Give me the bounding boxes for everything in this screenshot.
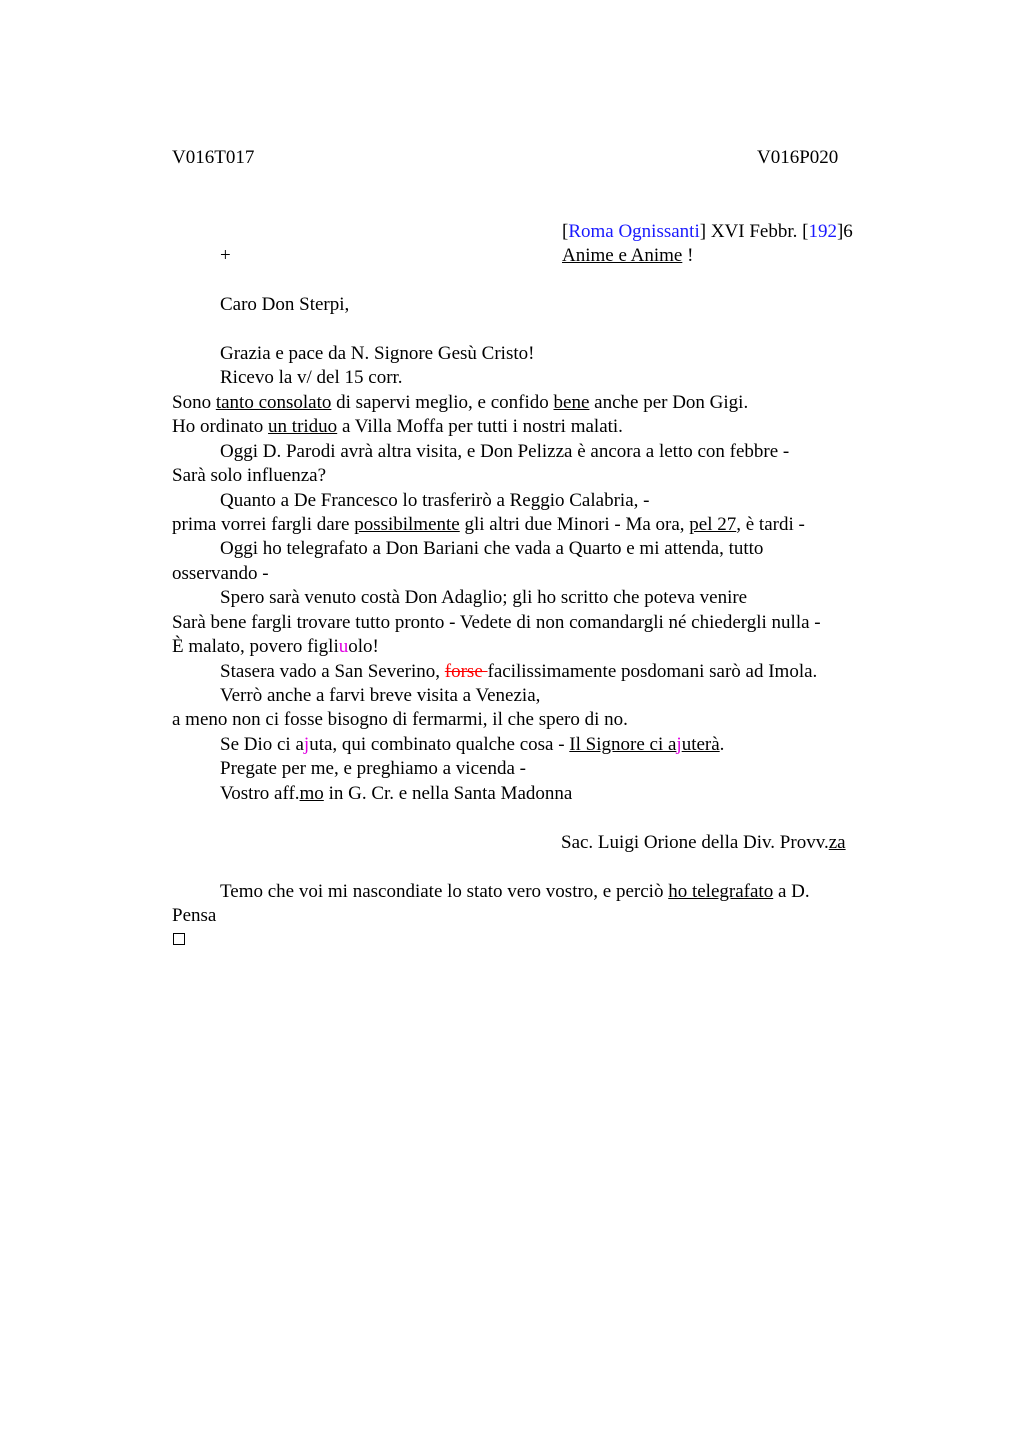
text-run: Se Dio ci a <box>220 734 304 755</box>
letter-line-8 <box>172 513 805 537</box>
year-part: 192 <box>808 221 837 242</box>
end-square-icon <box>173 933 185 945</box>
letter-line-15: Verrò anche a farvi breve visita a Venezia, <box>220 685 541 706</box>
text-run: Stasera vado a San Severino, <box>220 661 445 682</box>
letter-line-9: Oggi ho telegrafato a Don Bariani che vada a Quarto e mi attenda, tutto <box>220 538 764 559</box>
corrected-letter: u <box>338 636 349 657</box>
date-end: ]6 <box>836 221 853 242</box>
letter-line-18: Pregate per me, e preghiamo a vicenda - <box>220 758 526 779</box>
underlined-text: un triduo <box>268 416 338 437</box>
letter-line-11: Spero sarà venuto costà Don Adaglio; gli ho scritto che poteva venire <box>220 587 748 608</box>
postscript-line-2: Pensa <box>172 905 217 926</box>
date-mid: ] XVI Febbr. [ <box>699 221 809 242</box>
text-run: , è tardi - <box>736 514 805 535</box>
text-run: di sapervi meglio, e confido <box>331 392 554 413</box>
text-run: facilissimamente posdomani sarò ad Imola. <box>487 661 818 682</box>
deleted-word: forse <box>444 661 488 682</box>
underlined-text: ho telegrafato <box>668 881 774 902</box>
letter-line-3 <box>172 391 748 415</box>
text-run: olo! <box>348 636 379 657</box>
text-run: Vostro aff. <box>220 783 300 804</box>
text-run: gli altri due Minori - Ma ora, <box>459 514 690 535</box>
text-run: Sono <box>172 392 216 413</box>
text-run: È malato, povero figli <box>172 636 339 657</box>
letter-line-19 <box>220 782 572 806</box>
salutation: Caro Don Sterpi, <box>220 294 350 315</box>
bracket-open: [ <box>562 221 569 242</box>
motto: Anime e Anime <box>562 245 683 266</box>
letter-line-5: Oggi D. Parodi avrà altra visita, e Don Pelizza è ancora a letto con febbre - <box>220 441 790 462</box>
underlined-text: tanto consolato <box>215 392 332 413</box>
motto-end: ! <box>682 245 694 266</box>
header-left-code: V016T017 <box>172 147 255 168</box>
signature-text: Sac. Luigi Orione della Div. Provv. <box>561 832 829 853</box>
text-run: . <box>719 734 725 755</box>
letter-line-2: Ricevo la v/ del 15 corr. <box>220 367 403 388</box>
header-right-code: V016P020 <box>757 147 839 168</box>
text-run: uta, qui combinato qualche cosa - <box>309 734 570 755</box>
text-run: in G. Cr. e nella Santa Madonna <box>323 783 573 804</box>
text-run: Ho ordinato <box>172 416 269 437</box>
motto-line <box>562 244 693 268</box>
text-run: uterà <box>681 734 720 755</box>
underlined-text: pel 27 <box>689 514 737 535</box>
underlined-text: mo <box>299 783 324 804</box>
letter-line-12: Sarà bene fargli trovare tutto pronto - Vedete di non comandargli né chiedergli nulla - <box>172 612 821 633</box>
underlined-text: bene <box>553 392 590 413</box>
letter-line-7: Quanto a De Francesco lo trasferirò a Reggio Calabria, - <box>220 490 650 511</box>
text-run: a D. <box>773 881 810 902</box>
text-run: Temo che voi mi nascondiate lo stato vero vostro, e perciò <box>220 881 669 902</box>
letter-line-4 <box>172 415 623 439</box>
text-run: anche per Don Gigi. <box>589 392 749 413</box>
letter-line-10: osservando - <box>172 563 269 584</box>
letter-line-16: a meno non ci fosse bisogno di fermarmi, il che spero di no. <box>172 709 628 730</box>
date-line <box>562 220 853 244</box>
place-name: Roma Ognissanti <box>568 221 700 242</box>
letter-line-6: Sarà solo influenza? <box>172 465 327 486</box>
text-run: prima vorrei fargli dare <box>172 514 355 535</box>
letter-line-14 <box>220 660 817 684</box>
postscript-line-1 <box>220 880 810 904</box>
letter-line-17 <box>220 733 724 757</box>
cross-sign: + <box>220 245 231 266</box>
letter-line-13 <box>172 635 379 659</box>
underlined-phrase <box>569 734 719 755</box>
underlined-text: possibilmente <box>354 514 460 535</box>
underlined-text: za <box>828 832 846 853</box>
letter-line-1: Grazia e pace da N. Signore Gesù Cristo! <box>220 343 535 364</box>
corrected-letter: j <box>303 734 310 755</box>
corrected-letter: j <box>676 734 682 755</box>
text-run: a Villa Moffa per tutti i nostri malati. <box>337 416 623 437</box>
signature <box>561 831 846 855</box>
text-run: Il Signore ci a <box>569 734 677 755</box>
